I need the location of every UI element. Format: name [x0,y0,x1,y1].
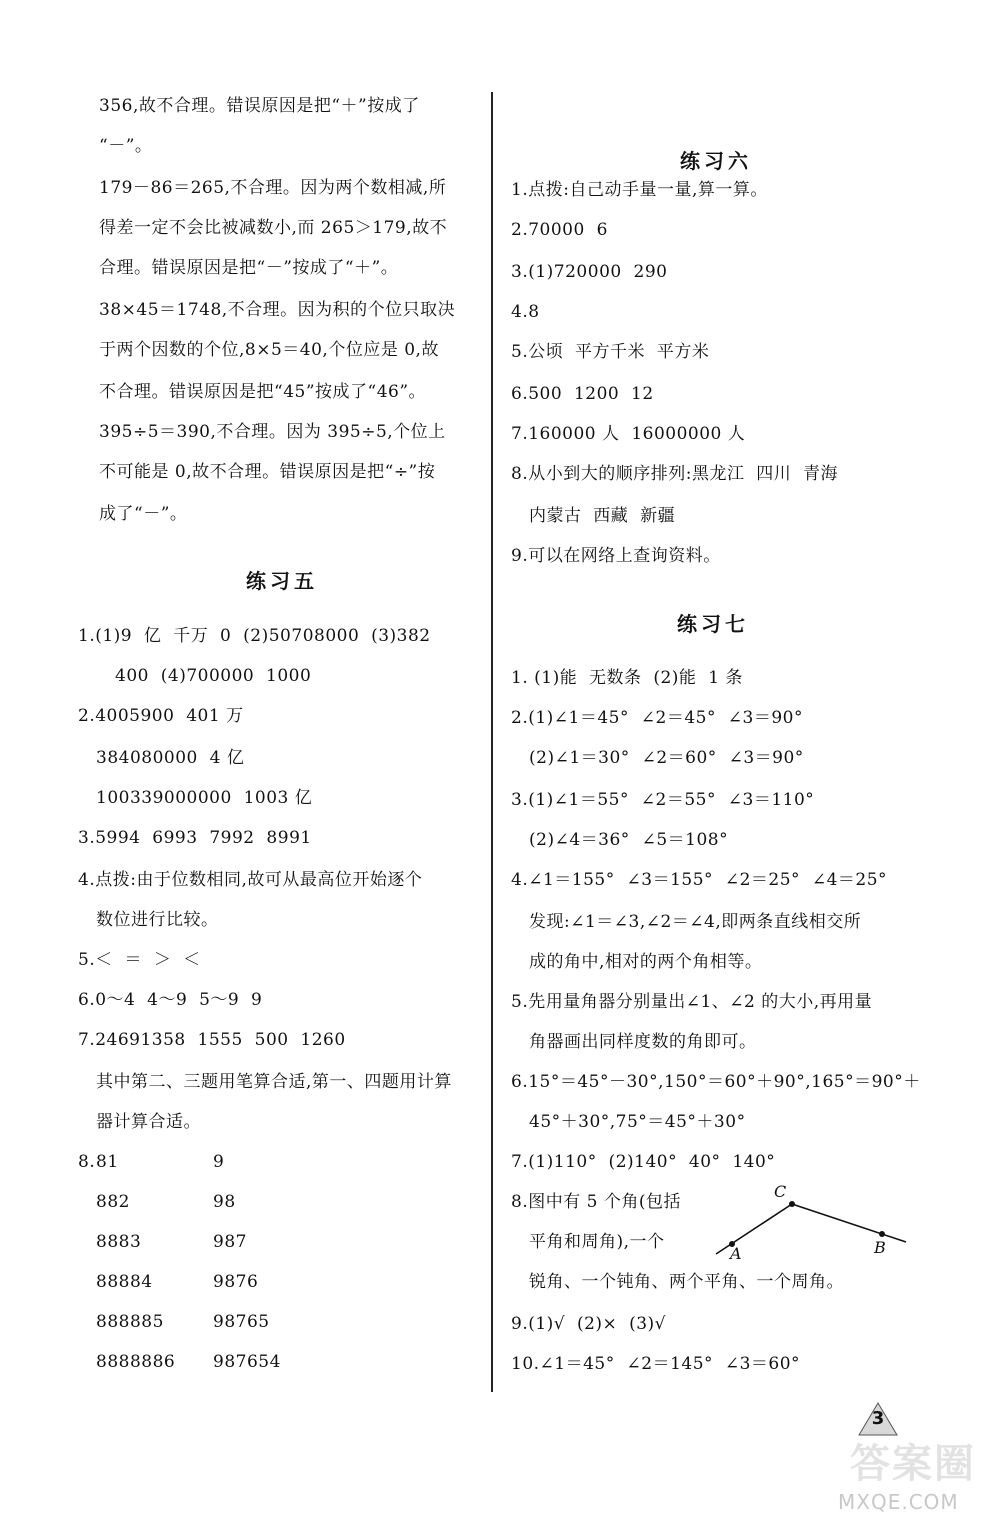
answer-line: 1.(1)9 亿 千万 0 (2)50708000 (3)382 [78,626,431,646]
table8-cell: 88884 [96,1272,153,1292]
text-line: 38×45＝1748,不合理。因为积的个位只取决 [99,300,456,320]
angle-figure [712,1182,912,1263]
answer-line: 1.点拨:自己动手量一量,算一算。 [511,180,768,200]
section-title-5: 练习五 [246,569,318,593]
text-line: 得差一定不会比被减数小,而 265＞179,故不 [99,218,448,238]
point-label-a: A [730,1244,742,1263]
answer-line: 内蒙古 西藏 新疆 [529,506,676,526]
answer-line: 6.15°＝45°－30°,150°＝60°＋90°,165°＝90°＋ [511,1072,921,1092]
answer-line: 数位进行比较。 [96,910,219,930]
table8-cell: 888885 [96,1312,164,1332]
answer-line: 9.(1)√ (2)× (3)√ [511,1314,666,1334]
section-title-6: 练习六 [680,149,752,173]
answer-line: 10.∠1＝45° ∠2＝145° ∠3＝60° [511,1354,801,1374]
answer-line: 4.∠1＝155° ∠3＝155° ∠2＝25° ∠4＝25° [511,870,888,890]
text-line: 于两个因数的个位,8×5＝40,个位应是 0,故 [99,340,439,360]
answer-line: 锐角、一个钝角、两个平角、一个周角。 [529,1272,844,1292]
answer-line: 平角和周角),一个 [529,1232,665,1252]
answer-line: 8.图中有 5 个角(包括 [511,1192,681,1212]
point-label-b: B [874,1238,886,1257]
answer-line: 384080000 4 亿 [96,748,245,768]
watermark-site: MXQE.COM [838,1490,959,1514]
answer-line: 成的角中,相对的两个角相等。 [529,952,763,972]
answer-line: 7.24691358 1555 500 1260 [78,1030,346,1050]
answer-line: 8.从小到大的顺序排列:黑龙江 四川 青海 [511,464,839,484]
table8-cell: 882 [96,1192,130,1212]
answer-line: 400 (4)700000 1000 [115,666,312,686]
answer-line: 45°＋30°,75°＝45°＋30° [529,1112,746,1132]
table8-cell: 8883 [96,1232,142,1252]
answer-line: 2.4005900 401 万 [78,706,244,726]
answer-line: 5.先用量角器分别量出∠1、∠2 的大小,再用量 [511,992,873,1012]
page-number-text: 3 [871,1408,885,1429]
answer-line: 器计算合适。 [96,1112,201,1132]
column-divider [491,92,493,1392]
text-line: 成了“－”。 [99,504,188,524]
text-line: 395÷5＝390,不合理。因为 395÷5,个位上 [99,422,446,442]
table8-label: 8. [78,1152,96,1172]
text-line: 不合理。错误原因是把“45”按成了“46”。 [99,382,427,402]
answer-line: 100339000000 1003 亿 [96,788,313,808]
table8-cell: 81 [96,1152,119,1172]
answer-line: 角器画出同样度数的角即可。 [529,1032,757,1052]
text-line: 不可能是 0,故不合理。错误原因是把“÷”按 [99,462,436,482]
text-line: 179－86＝265,不合理。因为两个数相减,所 [99,178,447,198]
answer-line: 6.500 1200 12 [511,384,654,404]
table8-cell: 8888886 [96,1352,176,1372]
table8-cell: 9 [213,1152,225,1172]
text-line: 合理。错误原因是把“－”按成了“＋”。 [99,258,399,278]
text-line: 356,故不合理。错误原因是把“＋”按成了 [99,96,420,116]
table8-cell: 9876 [213,1272,259,1292]
table8-cell: 987 [213,1232,247,1252]
text-line: “－”。 [99,136,153,156]
watermark-brand: 答案圈 [850,1441,976,1487]
answer-line: 3.(1)720000 290 [511,262,668,282]
answer-line: 其中第二、三题用笔算合适,第一、四题用计算 [96,1072,452,1092]
answer-line: 9.可以在网络上查询资料。 [511,546,721,566]
answer-line: (2)∠1＝30° ∠2＝60° ∠3＝90° [529,748,804,768]
watermark [830,1430,1000,1514]
answer-line: 4.点拨:由于位数相同,故可从最高位开始逐个 [78,870,423,890]
answer-line: 2.(1)∠1＝45° ∠2＝45° ∠3＝90° [511,708,803,728]
answer-line: 5.公顷 平方千米 平方米 [511,342,710,362]
table8-cell: 98765 [213,1312,270,1332]
answer-line: 7.160000 人 16000000 人 [511,424,746,444]
section-title-7: 练习七 [677,612,749,636]
answer-line: 2.70000 6 [511,220,608,240]
answer-line: 3.5994 6993 7992 8991 [78,828,312,848]
answer-line: (2)∠4＝36° ∠5＝108° [529,830,729,850]
answer-line: 发现:∠1＝∠3,∠2＝∠4,即两条直线相交所 [529,912,862,932]
answer-line: 5.＜ ＝ ＞ ＜ [78,950,201,970]
point-label-c: C [774,1182,787,1201]
answer-line: 6.0～4 4～9 5～9 9 [78,990,263,1010]
answer-line: 1. (1)能 无数条 (2)能 1 条 [511,668,743,688]
answer-line: 4.8 [511,302,540,322]
table8-cell: 98 [213,1192,236,1212]
table8-cell: 987654 [213,1352,281,1372]
answer-line: 7.(1)110° (2)140° 40° 140° [511,1152,776,1172]
answer-line: 3.(1)∠1＝55° ∠2＝55° ∠3＝110° [511,790,815,810]
